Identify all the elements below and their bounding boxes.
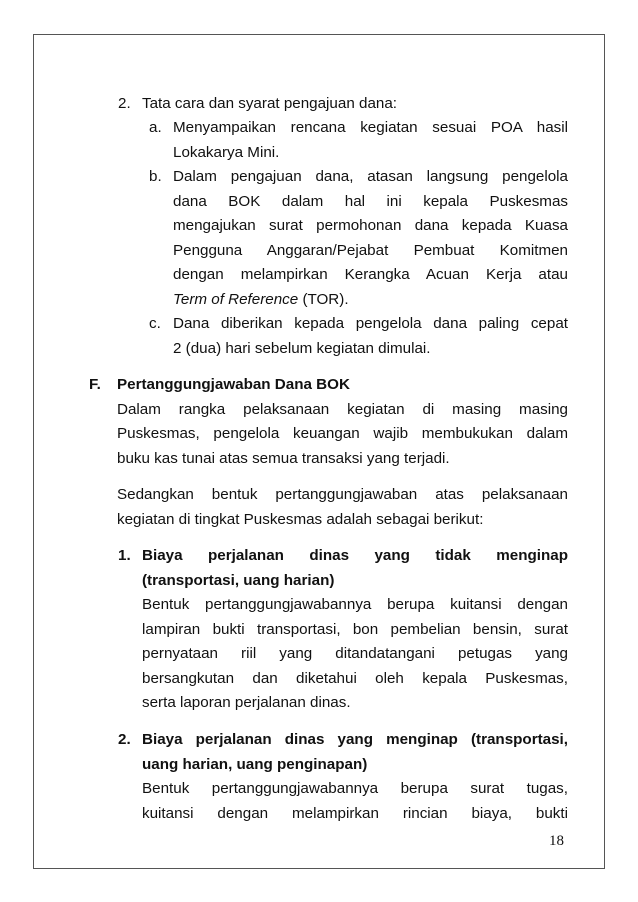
sublist-c-label: c. xyxy=(149,315,161,332)
item-1-title-line-2: (transportasi, uang harian) xyxy=(142,572,335,589)
item-1-body-line-2: lampiran bukti transportasi, bon pembelian bensin, surat xyxy=(142,621,568,638)
sublist-b-line-2: dana BOK dalam hal ini kepala Puskesmas xyxy=(173,193,568,210)
item-1-body-line-5: serta laporan perjalanan dinas. xyxy=(142,694,351,711)
sublist-b-line-1: Dalam pengajuan dana, atasan langsung pengelola xyxy=(173,168,568,185)
item-2-body-line-1: Bentuk pertanggungjawabannya berupa surat tugas, xyxy=(142,780,568,797)
item-1-body-line-4: bersangkutan dan diketahui oleh kepala Puskesmas, xyxy=(142,670,568,687)
sublist-b-label: b. xyxy=(149,168,162,185)
sublist-a-label: a. xyxy=(149,119,162,136)
tor-text: (TOR). xyxy=(298,291,349,308)
sublist-b-line-6 xyxy=(173,288,349,313)
section-f-para2-line-2: kegiatan di tingkat Puskesmas adalah sebagai berikut: xyxy=(117,511,484,528)
list-number-2: 2. xyxy=(118,95,131,112)
item-1-body-line-1: Bentuk pertanggungjawabannya berupa kuitansi dengan xyxy=(142,596,568,613)
item-2-title-line-2: uang harian, uang penginapan) xyxy=(142,756,368,773)
list-2-title: Tata cara dan syarat pengajuan dana: xyxy=(142,95,397,112)
item-2-title-line-1: Biaya perjalanan dinas yang menginap (transportasi, xyxy=(142,731,568,748)
item-1-number: 1. xyxy=(118,547,131,564)
item-1-title-line-1: Biaya perjalanan dinas yang tidak menginap xyxy=(142,547,568,564)
sublist-c-line-1: Dana diberikan kepada pengelola dana paling cepat xyxy=(173,315,568,332)
page-number: 18 xyxy=(549,833,564,849)
item-1-body-line-3: pernyataan riil yang ditandatangani petugas yang xyxy=(142,645,568,662)
section-f-label: F. xyxy=(89,376,101,393)
sublist-b-line-3: mengajukan surat permohonan dana kepada Kuasa xyxy=(173,217,568,234)
section-f-para1-line-1: Dalam rangka pelaksanaan kegiatan di masing masing xyxy=(117,401,568,418)
section-f-para1-line-2: Puskesmas, pengelola keuangan wajib membukukan dalam xyxy=(117,425,568,442)
item-2-body-line-2: kuitansi dengan melampirkan rincian biaya, bukti xyxy=(142,805,568,822)
sublist-c-line-2: 2 (dua) hari sebelum kegiatan dimulai. xyxy=(173,340,431,357)
sublist-a-line-1: Menyampaikan rencana kegiatan sesuai POA hasil xyxy=(173,119,568,136)
sublist-b-line-4: Pengguna Anggaran/Pejabat Pembuat Komitmen xyxy=(173,242,568,259)
section-f-para2-line-1: Sedangkan bentuk pertanggungjawaban atas pelaksanaan xyxy=(117,486,568,503)
term-of-reference-italic: Term of Reference xyxy=(173,291,299,308)
sublist-b-line-5: dengan melampirkan Kerangka Acuan Kerja atau xyxy=(173,266,568,283)
sublist-a-line-2: Lokakarya Mini. xyxy=(173,144,280,161)
section-f-para1-line-3: buku kas tunai atas semua transaksi yang terjadi. xyxy=(117,450,450,467)
item-2-number: 2. xyxy=(118,731,131,748)
section-f-heading: Pertanggungjawaban Dana BOK xyxy=(117,376,350,393)
